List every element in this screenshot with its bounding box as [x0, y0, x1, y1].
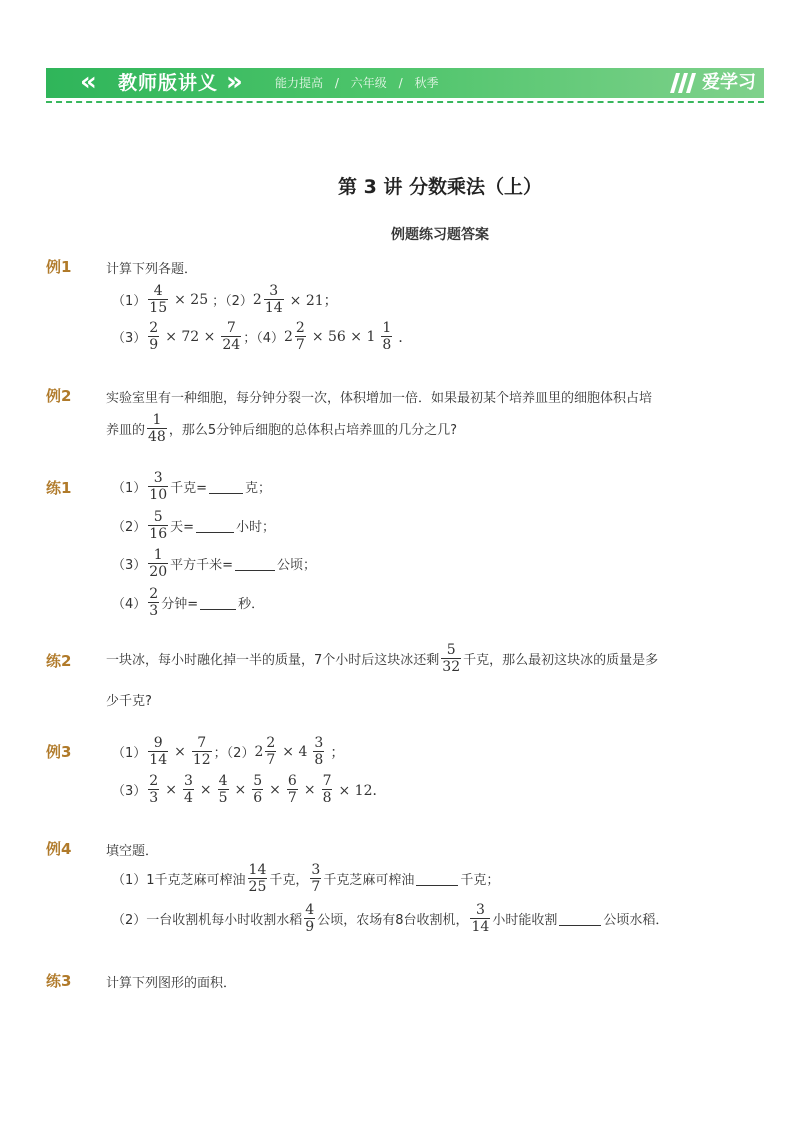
prompt-text: 填空题． — [106, 844, 159, 859]
problem-text: 少千克? — [106, 694, 152, 709]
example-1-row-1 — [112, 283, 342, 316]
denominator: 7 — [287, 790, 297, 806]
expression-text: × 12． — [338, 782, 387, 799]
times-sign: × — [303, 781, 316, 798]
practice-2-line-2 — [106, 690, 152, 709]
item-index: （3） — [112, 558, 147, 573]
fraction — [265, 735, 276, 768]
example-1-row-2 — [112, 320, 416, 353]
times-sign: × — [269, 781, 281, 798]
numerator: 7 — [322, 773, 332, 789]
numerator: 5 — [253, 773, 263, 789]
example-4-label: 例4 — [46, 840, 72, 858]
fraction — [264, 283, 284, 316]
denominator: 8 — [322, 790, 332, 806]
fraction — [295, 320, 306, 353]
fraction — [304, 902, 315, 935]
problem-text: 千克，那么最初这块冰的质量是多 — [463, 653, 659, 668]
fraction — [148, 470, 168, 503]
fraction — [248, 862, 268, 895]
numerator: 4 — [218, 773, 228, 789]
problem-text: （1）1千克芝麻可榨油 — [112, 873, 246, 888]
practice-1-item-2 — [112, 509, 275, 542]
unit-text: 天= — [170, 520, 195, 535]
numerator: 3 — [153, 470, 163, 486]
item-index: ；（4） — [243, 331, 284, 346]
numerator: 3 — [183, 773, 193, 789]
fraction — [148, 320, 159, 353]
breadcrumb-item: 能力提高 — [275, 76, 324, 90]
denominator: 7 — [295, 337, 305, 353]
example-3-row-1 — [112, 735, 348, 768]
fraction — [252, 773, 263, 806]
denominator: 20 — [149, 564, 168, 580]
numerator: 7 — [197, 735, 207, 751]
numerator: 2 — [266, 735, 276, 751]
denominator: 16 — [149, 526, 168, 542]
answer-blank[interactable] — [235, 556, 275, 571]
answer-blank[interactable] — [196, 518, 234, 533]
header-divider — [46, 101, 764, 103]
header-banner — [46, 68, 764, 98]
breadcrumb-separator: / — [334, 76, 339, 90]
unit-text: 克； — [245, 481, 272, 496]
item-index: （3） — [112, 784, 147, 799]
problem-text: 千克芝麻可榨油 — [323, 873, 415, 888]
fraction — [148, 547, 168, 580]
breadcrumb-item: 六年级 — [350, 76, 387, 90]
item-index: （3） — [112, 331, 147, 346]
numerator: 5 — [153, 509, 163, 525]
item-index: （2） — [112, 520, 147, 535]
numerator: 3 — [314, 735, 324, 751]
practice-3-label: 练3 — [46, 972, 72, 990]
problem-text: 养皿的 — [106, 423, 146, 438]
practice-3-prompt — [106, 972, 236, 991]
fraction — [441, 642, 461, 675]
denominator: 24 — [222, 337, 241, 353]
expression-text: × 25 — [174, 291, 209, 308]
problem-text: 公顷水稻． — [603, 913, 669, 928]
breadcrumb-item: 秋季 — [414, 76, 439, 90]
unit-text: 平方千米= — [170, 558, 234, 573]
unit-text: 千克= — [170, 481, 208, 496]
item-index: ；（2） — [212, 294, 253, 309]
banner-title: 教师版讲义 — [118, 72, 219, 94]
denominator: 4 — [183, 790, 193, 806]
fraction — [147, 412, 167, 445]
numerator: 3 — [311, 862, 321, 878]
item-index: （1） — [112, 294, 147, 309]
numerator: 4 — [153, 283, 163, 299]
denominator: 6 — [253, 790, 263, 806]
times-sign: × — [199, 781, 212, 798]
numerator: 3 — [475, 902, 485, 918]
denominator: 3 — [149, 603, 159, 619]
numerator: 3 — [269, 283, 279, 299]
problem-text: （2）一台收割机每小时收割水稻 — [112, 913, 303, 928]
practice-2-line-1 — [106, 642, 658, 675]
times-sign: × — [174, 743, 186, 760]
expression-end: ． — [398, 329, 413, 346]
problem-text: 实验室里有一种细胞，每分钟分裂一次，体积增加一倍．如果最初某个培养皿里的细胞体积占培 — [106, 391, 653, 406]
denominator: 3 — [149, 790, 159, 806]
whole-number: 2 — [252, 291, 262, 308]
prompt-text: 计算下列各题． — [106, 262, 198, 277]
expression-text: × 56 × 1 — [311, 328, 376, 345]
fraction — [148, 283, 168, 316]
fraction — [381, 320, 392, 353]
denominator: 10 — [149, 487, 168, 503]
prompt-text: 计算下列图形的面积． — [106, 976, 237, 991]
example-4-prompt — [106, 840, 158, 859]
breadcrumb-separator: / — [398, 76, 403, 90]
numerator: 1 — [153, 547, 163, 563]
numerator: 2 — [295, 320, 305, 336]
item-index: （1） — [112, 746, 147, 761]
fraction — [192, 735, 212, 768]
expression-text: × 21； — [289, 292, 338, 309]
times-sign: × — [165, 781, 177, 798]
numerator: 9 — [153, 735, 163, 751]
numerator: 5 — [446, 642, 456, 658]
example-2-label: 例2 — [46, 387, 72, 405]
problem-text: 千克； — [460, 873, 500, 888]
denominator: 32 — [442, 659, 461, 675]
fraction — [313, 735, 324, 768]
example-4-row-2 — [112, 902, 668, 935]
denominator: 7 — [266, 752, 276, 768]
practice-1-label: 练1 — [46, 479, 72, 497]
chevron-right-icon: » — [226, 67, 243, 97]
practice-1-item-3 — [112, 547, 316, 580]
brand-logo — [670, 70, 756, 96]
item-index: （4） — [112, 597, 147, 612]
expression-text: × 72 × — [165, 328, 216, 345]
numerator: 2 — [149, 320, 159, 336]
denominator: 9 — [305, 919, 315, 935]
problem-text: 一块冰，每小时融化掉一半的质量，7个小时后这块冰还剩 — [106, 653, 440, 668]
denominator: 12 — [192, 752, 211, 768]
denominator: 14 — [471, 919, 490, 935]
numerator: 2 — [149, 773, 159, 789]
unit-text: 小时； — [236, 520, 276, 535]
example-2-line-1 — [106, 387, 652, 406]
example-1-label: 例1 — [46, 258, 72, 276]
numerator: 6 — [287, 773, 297, 789]
numerator: 1 — [382, 320, 392, 336]
fraction — [148, 586, 159, 619]
answer-blank[interactable] — [559, 911, 601, 926]
fraction — [322, 773, 333, 806]
fraction — [148, 773, 159, 806]
practice-2-label: 练2 — [46, 652, 72, 670]
answer-blank[interactable] — [416, 871, 458, 886]
example-1-prompt — [106, 258, 197, 277]
problem-text: ，那么5分钟后细胞的总体积占培养皿的几分之几? — [168, 423, 458, 438]
example-2-line-2 — [106, 412, 457, 445]
page-subtitle: 例题练习题答案 — [391, 227, 489, 243]
chevron-left-icon: « — [80, 67, 97, 97]
fraction — [221, 320, 241, 353]
denominator: 15 — [149, 300, 168, 316]
fraction — [148, 509, 168, 542]
denominator: 14 — [149, 752, 168, 768]
numerator: 1 — [152, 412, 162, 428]
unit-text: 秒． — [238, 597, 265, 612]
item-index: （1） — [112, 481, 147, 496]
fraction — [287, 773, 298, 806]
whole-number: 2 — [254, 743, 264, 760]
expression-text: × 4 — [282, 743, 308, 760]
times-sign: × — [234, 781, 247, 798]
practice-1-item-1 — [112, 470, 271, 503]
fraction — [148, 735, 168, 768]
denominator: 8 — [382, 337, 392, 353]
breadcrumb — [271, 74, 442, 92]
denominator: 14 — [264, 300, 283, 316]
unit-text: 公顷； — [277, 558, 317, 573]
answer-blank[interactable] — [209, 479, 243, 494]
fraction — [470, 902, 490, 935]
numerator: 7 — [226, 320, 236, 336]
example-3-label: 例3 — [46, 743, 72, 761]
brand-name: 爱学习 — [702, 72, 756, 93]
denominator: 9 — [149, 337, 159, 353]
fraction — [183, 773, 194, 806]
unit-text: 分钟= — [161, 597, 199, 612]
expression-end: ； — [330, 744, 345, 761]
practice-1-item-4 — [112, 586, 264, 619]
problem-text: 公顷，农场有8台收割机， — [317, 913, 469, 928]
numerator: 4 — [305, 902, 315, 918]
answer-blank[interactable] — [200, 595, 236, 610]
fraction — [218, 773, 229, 806]
example-3-row-2 — [112, 773, 390, 806]
example-4-row-1 — [112, 862, 499, 895]
whole-number: 2 — [284, 328, 293, 345]
problem-text: 小时能收割 — [492, 913, 558, 928]
denominator: 5 — [218, 790, 228, 806]
denominator: 25 — [248, 879, 267, 895]
brand-mark-icon — [670, 73, 698, 93]
denominator: 48 — [148, 429, 166, 445]
page-title: 第 3 讲 分数乘法（上） — [337, 176, 543, 198]
denominator: 7 — [311, 879, 321, 895]
denominator: 8 — [314, 752, 324, 768]
numerator: 2 — [149, 586, 159, 602]
numerator: 14 — [248, 862, 267, 878]
problem-text: 千克， — [269, 873, 309, 888]
fraction — [310, 862, 321, 895]
item-index: ；（2） — [213, 746, 255, 761]
